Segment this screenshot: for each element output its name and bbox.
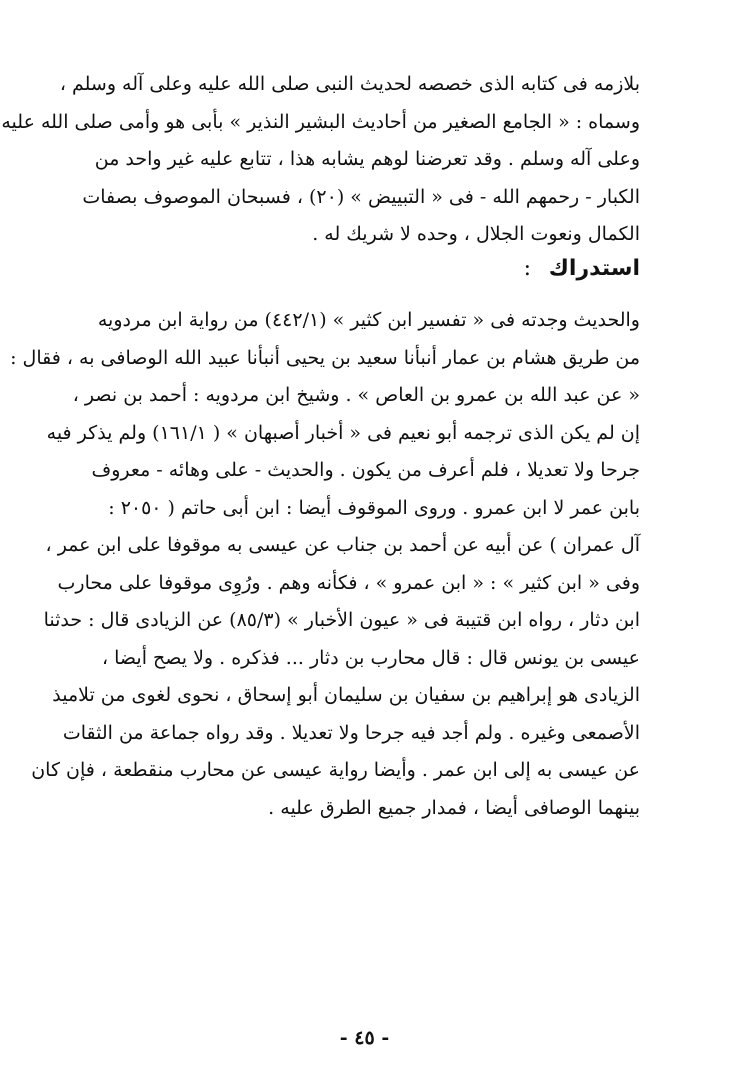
section-heading-title: استدراك: [548, 256, 640, 281]
page-number: - ٤٥ -: [339, 1027, 390, 1049]
paragraph-1-line-2: وسماه : « الجامع الصغير من أحاديث البشير النذير » بأبى هو وأمى صلى الله عليه: [1, 110, 640, 133]
paragraph-2-line-12: الأصمعى وغيره . ولم أجد فيه جرحا ولا تعديلا . وقد رواه جماعة من الثقات: [62, 721, 640, 744]
paragraph-2-line-13: عن عيسى به إلى ابن عمر . وأيضا رواية عيسى عن محارب منقطعة ، فإن كان: [31, 759, 640, 781]
paragraph-2-line-9: ابن دثار ، رواه ابن قتيبة فى « عيون الأخبار » (٨٥/٣) عن الزيادى قال : حدثنا: [43, 609, 640, 631]
paragraph-2-line-6: بابن عمر لا ابن عمرو . وروى الموقوف أيضا : ابن أبى حاتم ( ٢٠٥٠ :: [108, 496, 640, 519]
paragraph-1-line-5: الكمال ونعوت الجلال ، وحده لا شريك له .: [312, 223, 640, 245]
paragraph-1-line-3: وعلى آله وسلم . وقد تعرضنا لوهم يشابه هذا ، تتابع عليه غير واحد من: [94, 148, 640, 170]
paragraph-2-line-2: من طريق هشام بن عمار أنبأنا سعيد بن يحيى أنبأنا عبيد الله الوصافى به ، فقال :: [10, 346, 640, 369]
section-heading-colon: :: [523, 256, 532, 281]
paragraph-1-line-4: الكبار - رحمهم الله - فى « التبييض » (٢٠) ، فسبحان الموصوف بصفات: [82, 185, 640, 208]
section-heading: [524, 253, 640, 285]
paragraph-2-line-3: « عن عبد الله بن عمرو بن العاص » . وشيخ ابن مردويه : أحمد بن نصر ،: [72, 384, 640, 406]
paragraph-2-line-1: والحديث وجدته فى « تفسير ابن كثير » (٤٤٢/١) من رواية ابن مردويه: [97, 309, 640, 331]
paragraph-2-line-5: جرحا ولا تعديلا ، فلم أعرف من يكون . والحديث - على وهائه - معروف: [91, 459, 640, 481]
paragraph-2-line-11: الزيادى هو إبراهيم بن سفيان بن سليمان أبو إسحاق ، نحوى لغوى من تلاميذ: [52, 684, 640, 706]
paragraph-1-line-1: بلازمه فى كتابه الذى خصصه لحديث النبى صلى الله عليه وعلى آله وسلم ،: [59, 73, 640, 95]
paragraph-2-line-4: إن لم يكن الذى ترجمه أبو نعيم فى « أخبار أصبهان » ( ١٦١/١) ولم يذكر فيه: [46, 421, 640, 444]
paragraph-2-line-7: آل عمران ) عن أبيه عن أحمد بن جناب عن عيسى به موقوفا على ابن عمر ،: [45, 534, 640, 556]
paragraph-2-line-14: بينهما الوصافى أيضا ، فمدار جميع الطرق عليه .: [268, 796, 640, 819]
paragraph-2: [10, 302, 640, 827]
paragraph-2-line-10: عيسى بن يونس قال : قال محارب بن دثار ... فذكره . ولا يصح أيضا ،: [101, 646, 640, 669]
paragraph-2-line-8: وفى « ابن كثير » : « ابن عمرو » ، فكأنه وهم . ورُوِى موقوفا على محارب: [57, 571, 640, 594]
paragraph-1: [1, 66, 640, 254]
